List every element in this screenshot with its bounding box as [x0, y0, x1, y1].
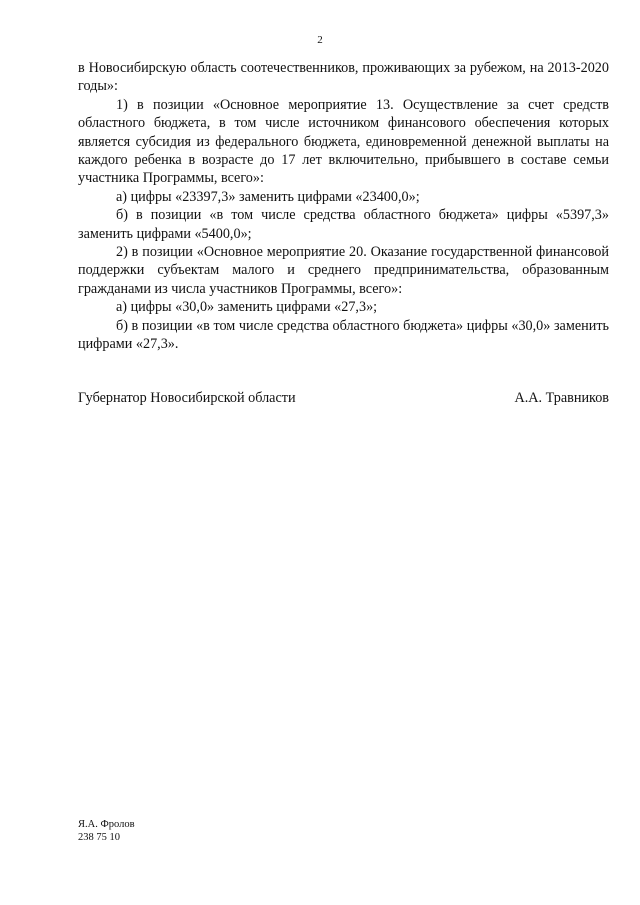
- paragraph-item-1b: б) в позиции «в том числе средства областного бюджета» цифры «5397,3» заменить цифрами «5400,0»;: [78, 207, 609, 242]
- executor-phone: 238 75 10: [78, 832, 120, 843]
- executor-name: Я.А. Фролов: [78, 819, 135, 830]
- executor-footer: [78, 818, 135, 844]
- paragraph-intro: в Новосибирскую область соотечественников, проживающих за рубежом, на 2013-2020 годы»:: [78, 60, 609, 95]
- paragraph-item-1a: а) цифры «23397,3» заменить цифрами «23400,0»;: [116, 188, 420, 205]
- page-number: 2: [317, 34, 323, 46]
- signatory-title: Губернатор Новосибирской области: [78, 390, 296, 406]
- paragraph-item-2b: б) в позиции «в том числе средства областного бюджета» цифры «30,0» заменить цифрами «27,3».: [78, 317, 609, 353]
- paragraph-item-1: 1) в позиции «Основное мероприятие 13. Осуществление за счет средств областного бюджета, в том числе источником финансового обеспечения которых является субсидия из федерального бюджета, единовременной денежной выплаты на каждого ребенка в возрасте до 17 лет включительно, прибывшего в составе семьи участника Программы, всего»:: [78, 96, 609, 187]
- document-body: [78, 59, 609, 354]
- signatory-name: А.А. Травников: [514, 390, 609, 406]
- paragraph-item-2: 2) в позиции «Основное мероприятие 20. Оказание государственной финансовой поддержки субъектам малого и среднего предпринимательства, образованным гражданами из числа участников Программы, всего»:: [78, 244, 609, 297]
- paragraph-item-2a: а) цифры «30,0» заменить цифрами «27,3»;: [116, 299, 378, 316]
